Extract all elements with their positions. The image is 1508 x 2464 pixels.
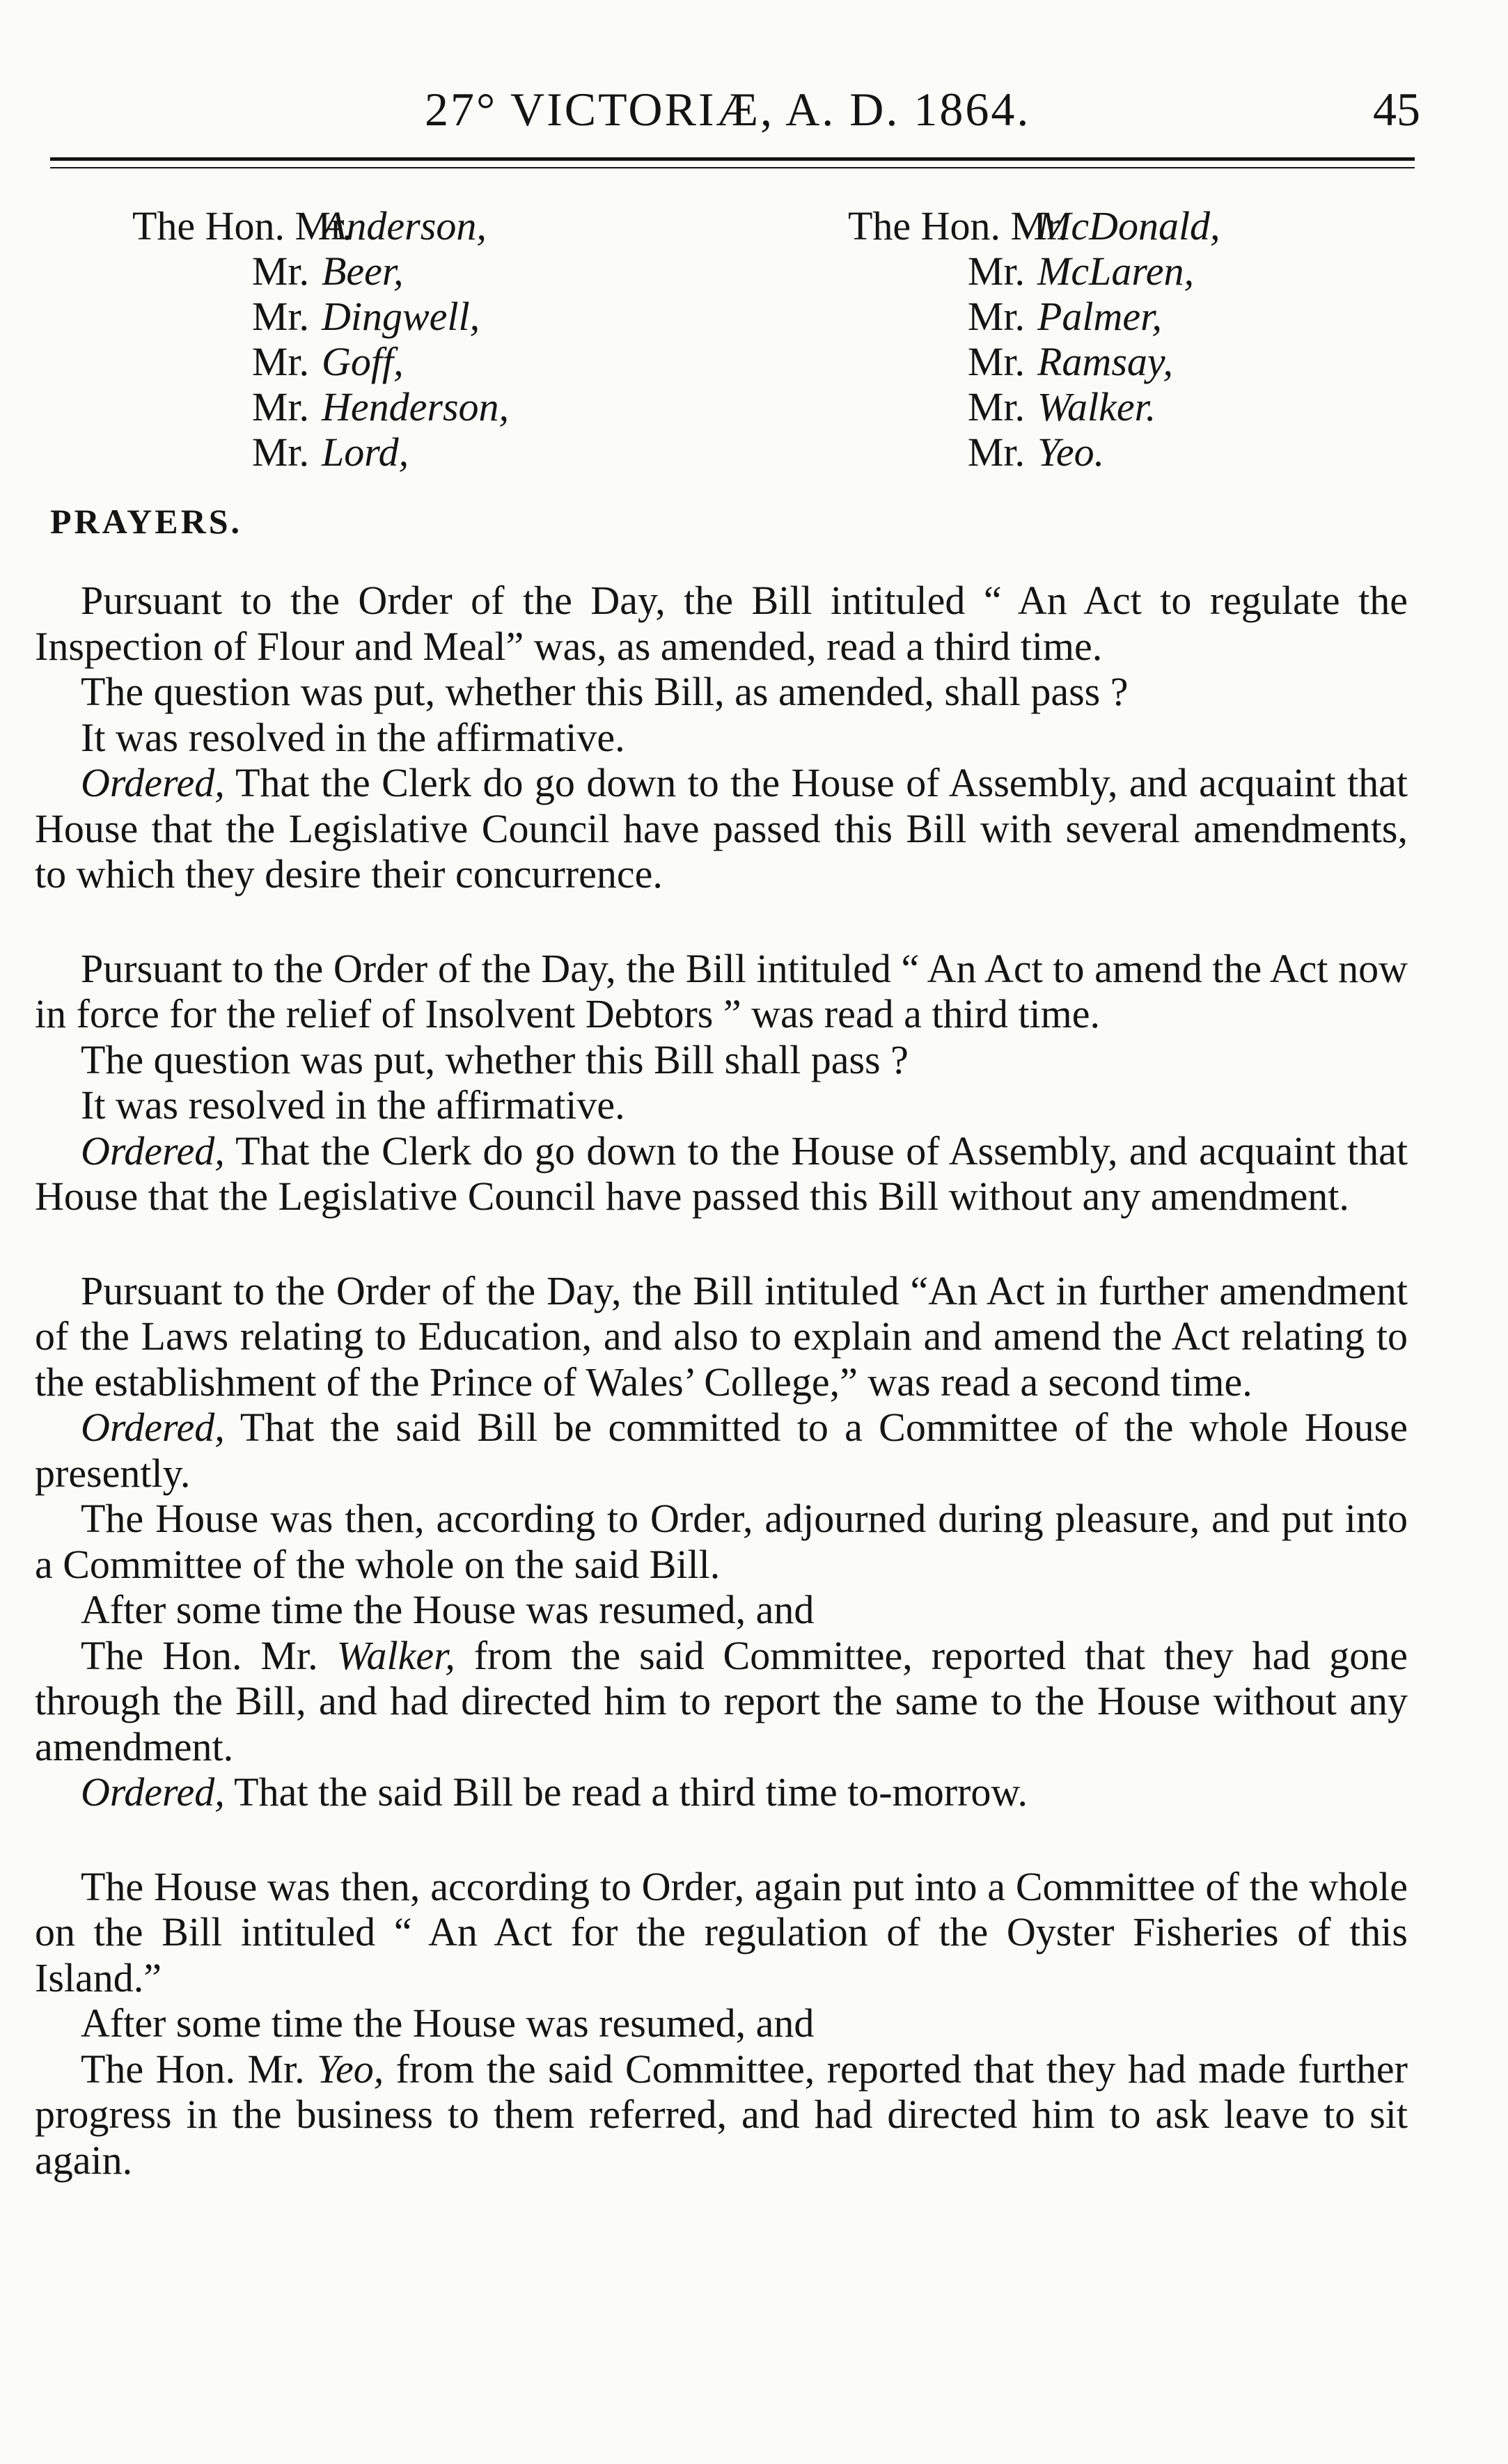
- proceeding-education-bill: [35, 1268, 1408, 1815]
- proceeding-oyster-fisheries-bill: [35, 1864, 1408, 2183]
- line-text: It was resolved in the affirmative.: [81, 714, 625, 760]
- paragraph-line: [35, 1496, 1408, 1587]
- member-line: [132, 294, 509, 339]
- line-pre: The Hon. Mr.: [81, 2046, 317, 2092]
- line-text: The House was then, according to Order, again put into a Committee of the whole on the Bill intituled “ An Act for the regulation of the Oyster Fisheries of this Island.”: [35, 1863, 1408, 2000]
- member-line: [848, 294, 1220, 339]
- line-text: from the said Committee, reported that they had made further progress in the business to them referred, and had directed him to ask leave to sit again.: [35, 2046, 1408, 2183]
- paragraph-line: [35, 760, 1408, 897]
- member-name: Lord,: [322, 429, 409, 475]
- line-text: The question was put, whether this Bill shall pass ?: [81, 1036, 909, 1082]
- proceedings: [35, 578, 1408, 2232]
- paragraph-line: [35, 1633, 1408, 1770]
- prayers-heading: PRAYERS.: [50, 502, 243, 541]
- ordered-lead: Ordered,: [81, 760, 225, 805]
- member-line: [848, 339, 1220, 384]
- page-number: 45: [1373, 83, 1420, 136]
- member-prefix: Mr.: [967, 248, 1025, 294]
- proceeding-insolvent-debtors-bill: [35, 946, 1408, 1219]
- ordered-lead: Ordered,: [81, 1128, 225, 1174]
- paragraph-line: [35, 2000, 1408, 2046]
- line-text: It was resolved in the affirmative.: [81, 1082, 625, 1128]
- paragraph-line: [35, 1268, 1408, 1405]
- line-text: Pursuant to the Order of the Day, the Bill intituled “An Act in further amendment of the Laws relating to Education, and also to explain and amend the Act relating to the establishment of the Prince of Wales’ College,” was read a second time.: [35, 1267, 1408, 1405]
- member-prefix: Mr.: [967, 429, 1025, 475]
- line-text: Pursuant to the Order of the Day, the Bill intituled “ An Act to amend the Act now in force for the relief of Insolvent Debtors ” was read a third time.: [35, 945, 1408, 1036]
- paragraph-line: [35, 669, 1408, 715]
- ordered-lead: Ordered,: [81, 1405, 225, 1450]
- member-prefix: The Hon. Mr.: [132, 203, 352, 248]
- members-present: [0, 203, 1508, 496]
- member-line: [848, 384, 1220, 429]
- member-line: [132, 429, 509, 475]
- member-name: Dingwell,: [322, 294, 480, 339]
- member-line: [132, 248, 509, 294]
- header-rule-thin: [50, 167, 1415, 168]
- line-text: The House was then, according to Order, adjourned during pleasure, and put into a Committee of the whole on the said Bill.: [35, 1496, 1408, 1587]
- paragraph-line: [35, 1082, 1408, 1128]
- member-line: [848, 203, 1220, 248]
- paragraph-line: [35, 1405, 1408, 1496]
- page-header: [56, 82, 1420, 145]
- member-name: Goff,: [322, 339, 404, 384]
- paragraph-line: [35, 1128, 1408, 1219]
- line-text: That the said Bill be committed to a Committee of the whole House presently.: [35, 1405, 1408, 1496]
- line-text: The question was put, whether this Bill, as amended, shall pass ?: [81, 669, 1129, 714]
- line-text: That the Clerk do go down to the House of Assembly, and acquaint that House that the Legislative Council have passed this Bill with several amendments, to which they desire their concurrence.: [35, 760, 1408, 897]
- member-name: Anderson,: [322, 203, 487, 248]
- paragraph-line: [35, 1769, 1408, 1815]
- paragraph-line: [35, 1037, 1408, 1083]
- running-title: 27° VICTORIÆ, A. D. 1864.: [425, 83, 1031, 136]
- member-name: Ramsay,: [1037, 339, 1173, 384]
- member-lead: Yeo,: [317, 2046, 384, 2092]
- member-prefix: Mr.: [251, 339, 309, 384]
- member-prefix: Mr.: [967, 339, 1025, 384]
- member-name: Henderson,: [322, 384, 510, 429]
- member-name: Yeo.: [1037, 429, 1105, 475]
- paragraph-line: [35, 1587, 1408, 1633]
- paragraph-line: [35, 578, 1408, 669]
- member-lead: Walker,: [336, 1632, 455, 1678]
- paragraph-line: [35, 715, 1408, 761]
- line-text: After some time the House was resumed, and: [81, 2000, 815, 2046]
- member-name: McDonald,: [1037, 203, 1220, 248]
- member-prefix: Mr.: [967, 294, 1025, 339]
- paragraph-line: [35, 946, 1408, 1037]
- proceeding-flour-meal-bill: [35, 578, 1408, 897]
- line-text: After some time the House was resumed, and: [81, 1587, 815, 1632]
- member-prefix: Mr.: [251, 429, 309, 475]
- member-line: [848, 248, 1220, 294]
- members-right-column: [848, 203, 1220, 475]
- member-prefix: Mr.: [251, 248, 309, 294]
- member-name: McLaren,: [1037, 248, 1194, 294]
- members-left-column: [132, 203, 509, 475]
- paragraph-line: [35, 1864, 1408, 2001]
- line-text: That the said Bill be read a third time to-morrow.: [224, 1769, 1028, 1815]
- member-prefix: Mr.: [251, 294, 309, 339]
- member-line: [132, 339, 509, 384]
- line-text: from the said Committee, reported that they had gone through the Bill, and had directed him to report the same to the House without any amendment.: [35, 1632, 1408, 1769]
- member-prefix: The Hon. Mr.: [848, 203, 1068, 248]
- line-text: Pursuant to the Order of the Day, the Bill intituled “ An Act to regulate the Inspection of Flour and Meal” was, as amended, read a third time.: [35, 578, 1408, 669]
- member-name: Beer,: [322, 248, 404, 294]
- member-line: [132, 203, 509, 248]
- member-line: [848, 429, 1220, 475]
- header-rule-thick: [50, 157, 1415, 161]
- member-name: Walker.: [1037, 384, 1156, 429]
- member-name: Palmer,: [1037, 294, 1162, 339]
- ordered-lead: Ordered,: [81, 1769, 225, 1815]
- member-prefix: Mr.: [251, 384, 309, 429]
- line-pre: The Hon. Mr.: [81, 1632, 337, 1678]
- member-prefix: Mr.: [967, 384, 1025, 429]
- member-line: [132, 384, 509, 429]
- paragraph-line: [35, 2046, 1408, 2183]
- line-text: That the Clerk do go down to the House of Assembly, and acquaint that House that the Legislative Council have passed this Bill without any amendment.: [35, 1128, 1408, 1219]
